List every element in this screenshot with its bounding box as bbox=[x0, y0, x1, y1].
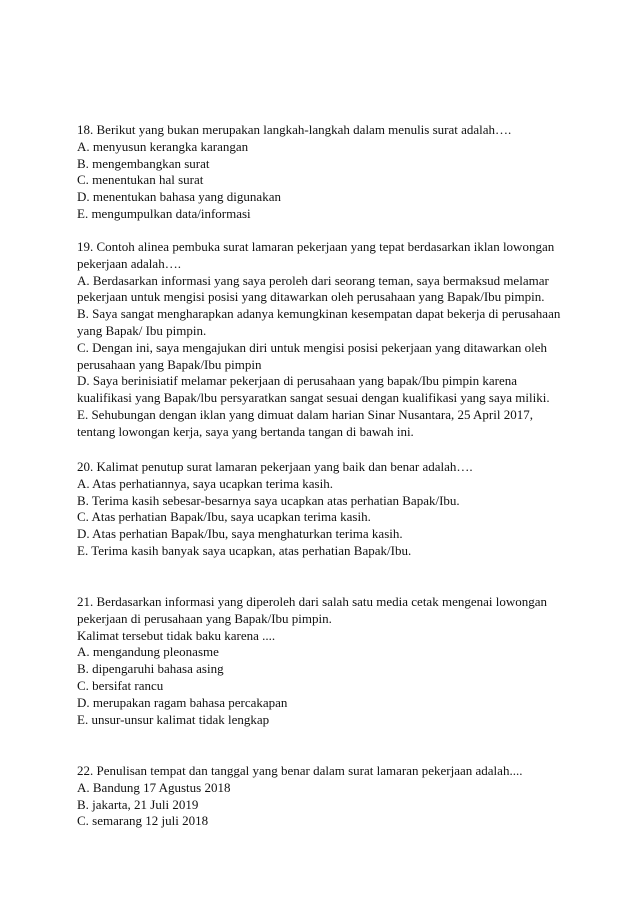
question-20 bbox=[77, 459, 567, 560]
option-c: C. bersifat rancu bbox=[77, 677, 164, 693]
option-a: A. Berdasarkan informasi yang saya peroleh dari seorang teman, saya bermaksud melamar bbox=[77, 272, 549, 288]
option-d: D. Saya berinisiatif melamar pekerjaan di perusahaan yang bapak/Ibu pimpin karena bbox=[77, 373, 518, 389]
question-text: 20. Kalimat penutup surat lamaran pekerjaan yang baik dan benar adalah…. bbox=[77, 459, 473, 474]
question-text-continued: pekerjaan di perusahaan yang Bapak/Ibu pimpin. bbox=[77, 610, 332, 626]
question-18 bbox=[77, 122, 567, 223]
option-e: E. Sehubungan dengan iklan yang dimuat dalam harian Sinar Nusantara, 25 April 2017, bbox=[77, 406, 533, 422]
option-c-continued: perusahaan yang Bapak/Ibu pimpin bbox=[77, 356, 262, 372]
option-d: D. menentukan bahasa yang digunakan bbox=[77, 189, 281, 205]
option-b: B. Terima kasih sebesar-besarnya saya ucapkan atas perhatian Bapak/Ibu. bbox=[77, 492, 460, 508]
question-21 bbox=[77, 594, 567, 728]
option-c: C. menentukan hal surat bbox=[77, 172, 204, 188]
option-c: C. Atas perhatian Bapak/Ibu, saya ucapkan terima kasih. bbox=[77, 509, 371, 525]
option-a: A. Atas perhatiannya, saya ucapkan terima kasih. bbox=[77, 475, 333, 491]
option-b: B. jakarta, 21 Juli 2019 bbox=[77, 796, 199, 812]
option-e: E. unsur-unsur kalimat tidak lengkap bbox=[77, 711, 270, 727]
question-text: 21. Berdasarkan informasi yang diperoleh dari salah satu media cetak mengenai lowongan bbox=[77, 594, 548, 609]
option-a: A. mengandung pleonasme bbox=[77, 644, 219, 660]
option-c: C. semarang 12 juli 2018 bbox=[77, 813, 209, 829]
option-d-continued: kualifikasi yang Bapak/lbu persyaratkan sangat sesuai dengan kualifikasi yang saya miliki. bbox=[77, 390, 550, 406]
question-text: 18. Berikut yang bukan merupakan langkah-langkah dalam menulis surat adalah…. bbox=[77, 122, 512, 137]
option-c: C. Dengan ini, saya mengajukan diri untuk mengisi posisi pekerjaan yang ditawarkan oleh bbox=[77, 339, 548, 355]
question-19 bbox=[77, 239, 567, 441]
option-e: E. Terima kasih banyak saya ucapkan, atas perhatian Bapak/Ibu. bbox=[77, 542, 412, 558]
question-prompt: Kalimat tersebut tidak baku karena .... bbox=[77, 627, 276, 643]
question-text-continued: pekerjaan adalah…. bbox=[77, 255, 181, 271]
option-a: A. Bandung 17 Agustus 2018 bbox=[77, 779, 231, 795]
option-a: A. menyusun kerangka karangan bbox=[77, 138, 249, 154]
question-text: 22. Penulisan tempat dan tanggal yang benar dalam surat lamaran pekerjaan adalah.... bbox=[77, 763, 523, 778]
question-22 bbox=[77, 763, 567, 830]
option-b-continued: yang Bapak/ Ibu pimpin. bbox=[77, 322, 207, 338]
option-b: B. mengembangkan surat bbox=[77, 155, 210, 171]
option-b: B. Saya sangat mengharapkan adanya kemungkinan kesempatan dapat bekerja di perusahaan bbox=[77, 306, 561, 322]
option-e: E. mengumpulkan data/informasi bbox=[77, 205, 251, 221]
option-d: D. merupakan ragam bahasa percakapan bbox=[77, 694, 288, 710]
option-b: B. dipengaruhi bahasa asing bbox=[77, 661, 224, 677]
option-e-continued: tentang lowongan kerja, saya yang bertanda tangan di bawah ini. bbox=[77, 423, 414, 439]
option-a-continued: pekerjaan untuk mengisi posisi yang ditawarkan oleh perusahaan yang Bapak/Ibu pimpin. bbox=[77, 289, 545, 305]
option-d: D. Atas perhatian Bapak/Ibu, saya menghaturkan terima kasih. bbox=[77, 526, 403, 542]
question-text: 19. Contoh alinea pembuka surat lamaran pekerjaan yang tepat berdasarkan iklan lowongan bbox=[77, 239, 555, 254]
